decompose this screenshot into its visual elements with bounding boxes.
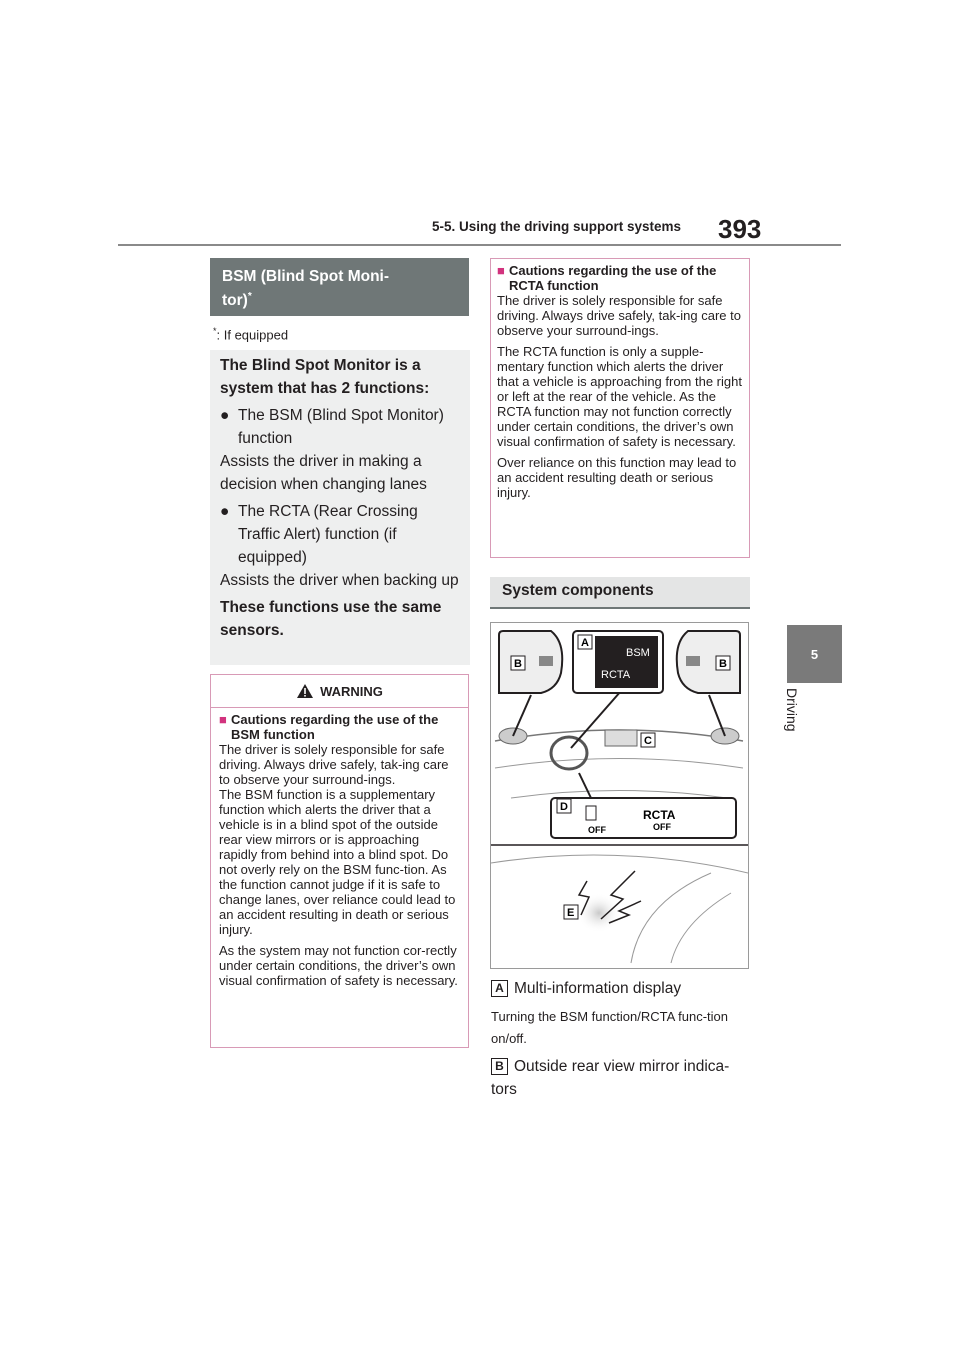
label-d: D xyxy=(560,801,568,813)
warning-icon xyxy=(296,683,314,699)
label-b-right: B xyxy=(719,658,727,670)
component-label: A xyxy=(491,980,508,997)
chapter-label: Driving xyxy=(784,688,800,732)
bsm-display-text: BSM xyxy=(626,647,650,659)
warning-box-bsm xyxy=(210,674,469,1048)
system-components-illustration xyxy=(490,622,749,969)
warning-subheading: ■ Cautions regarding the use of the RCTA function xyxy=(497,263,717,293)
section-title: 5-5. Using the driving support systems xyxy=(432,219,682,234)
chapter-tab xyxy=(787,625,842,683)
component-name: Outside rear view mirror indica-tors xyxy=(491,1058,730,1098)
intro-text-rcta: Assists the driver when backing up xyxy=(220,572,459,589)
label-b-left: B xyxy=(514,658,522,670)
rcta-display-text: RCTA xyxy=(601,669,631,681)
warning-paragraph: Over reliance on this function may lead to an accident resulting death or serious injury. xyxy=(497,455,737,500)
warning-paragraph: The driver is solely responsible for safe driving. Always drive safely, tak-ing care to observe your surround-ings. xyxy=(497,293,741,338)
chapter-number: 5 xyxy=(810,646,819,662)
component-b xyxy=(491,1055,746,1101)
intro-box xyxy=(210,350,470,665)
bsm-heading: BSM (Blind Spot Moni- tor)* xyxy=(210,258,469,316)
intro-text-bsm: Assists the driver in making a decision when changing lanes xyxy=(220,453,427,493)
component-name: Multi-information display xyxy=(514,980,682,997)
warning-paragraph: The BSM function is a supplementary function which alerts the driver that a vehicle is in a blind spot of the outside rear view mirrors or is approaching rapidly from behind into a blind spot. Do not overly rely on the BSM func-tion. As the function cannot judge if it is safe to change lanes, over reliance could lead to an accident resulting in death or serious injury. xyxy=(219,787,456,937)
warning-subheading: ■ Cautions regarding the use of the BSM function xyxy=(219,712,439,742)
warning-paragraph: As the system may not function cor-rectly under certain conditions, the driver’s own visual confirmation of safety is necessary. xyxy=(219,943,458,988)
warning-paragraph: The RCTA function is only a supple-mentary function which alerts the driver that a vehicle is approaching from the right or left at the rear of the vehicle. As the RCTA function may not function correctly under certain conditions, the driver’s own visual confirmation of safety is necessary. xyxy=(497,344,742,449)
label-e: E xyxy=(567,907,575,919)
warning-header: WARNING xyxy=(211,675,468,708)
footnote: *: If equipped xyxy=(213,326,289,343)
warning-paragraph: The driver is solely responsible for safe driving. Always drive safely, tak-ing care to observe your surround-ings. xyxy=(219,742,449,787)
page-number: 393 xyxy=(718,214,762,244)
component-a-desc: Turning the BSM function/RCTA func-tion on/off. xyxy=(491,1009,728,1046)
bullet-bsm: ● The BSM (Blind Spot Monitor) function xyxy=(220,407,444,447)
intro-closing: These functions use the same sensors. xyxy=(220,599,442,639)
rcta-switch-text: RCTA xyxy=(643,808,676,822)
component-label: B xyxy=(491,1058,508,1075)
header-divider xyxy=(118,244,841,246)
component-a xyxy=(491,980,681,998)
intro-lead: The Blind Spot Monitor is a system that has 2 functions: xyxy=(220,357,430,397)
vehicle-illustration xyxy=(491,623,748,968)
warning-box-rcta xyxy=(490,258,750,558)
bsm-off-text: OFF xyxy=(588,825,606,835)
rcta-off-text: OFF xyxy=(653,822,671,832)
label-a: A xyxy=(581,637,589,649)
label-c: C xyxy=(644,735,652,747)
system-components-heading: System components xyxy=(490,577,750,609)
bullet-rcta: ● The RCTA (Rear Crossing Traffic Alert) function (if equipped) xyxy=(220,503,418,566)
